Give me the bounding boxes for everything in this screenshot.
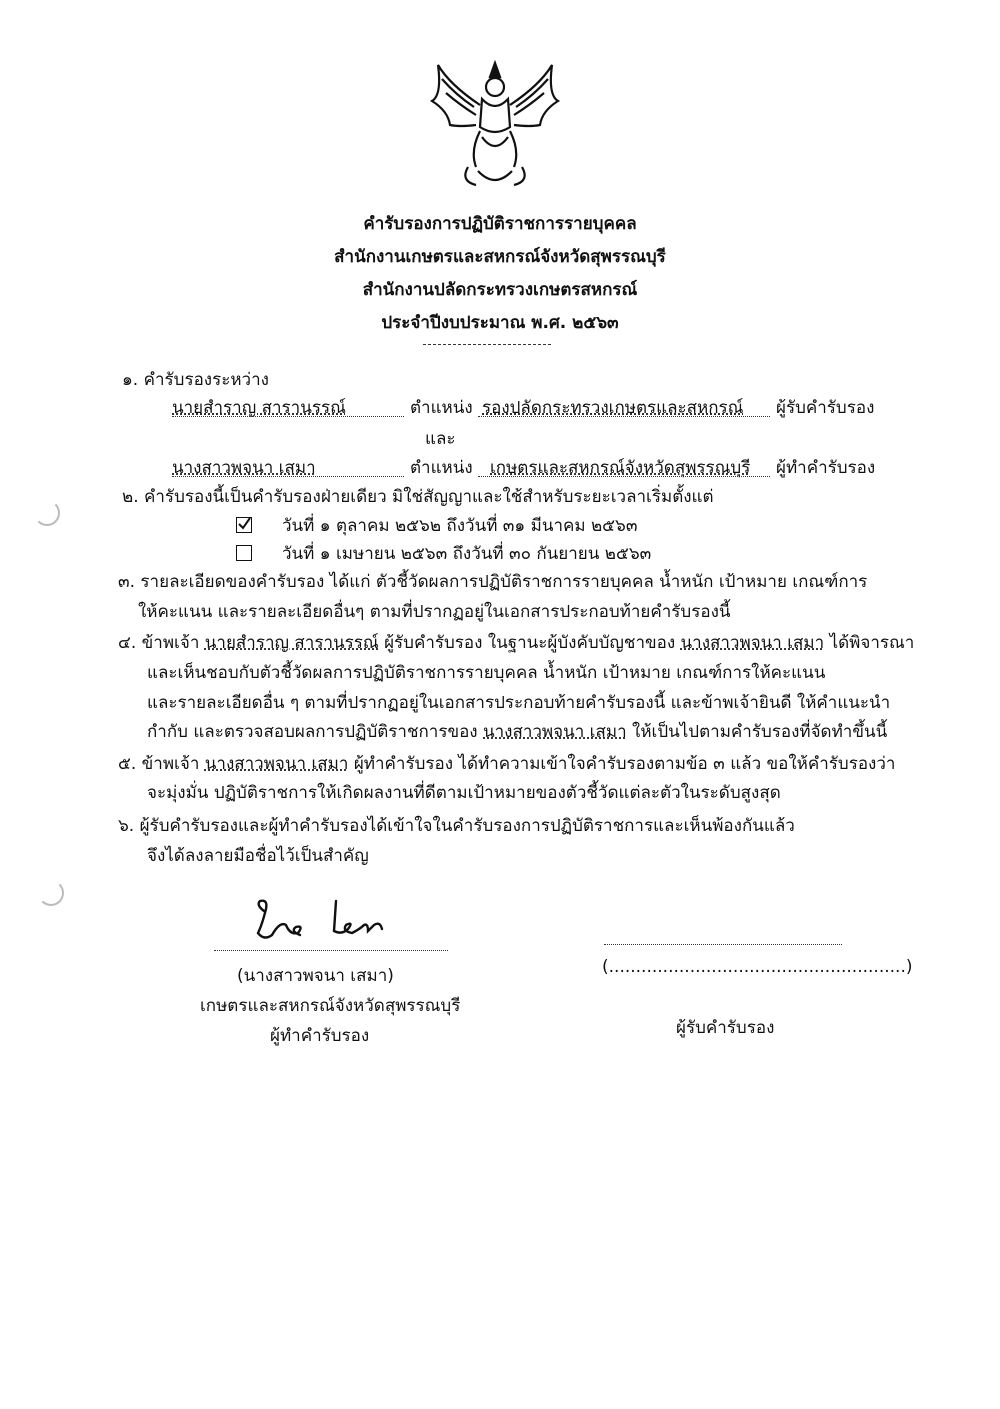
period1-checkbox[interactable]	[236, 517, 252, 533]
right-signer-role: ผู้รับคำรับรอง	[676, 1018, 775, 1038]
s4-l4-suffix: ให้เป็นไปตามคำรับรองที่จัดทำขึ้นนี้	[632, 722, 888, 742]
left-signer-position: เกษตรและสหกรณ์จังหวัดสุพรรณบุรี	[200, 996, 461, 1016]
party1-role: ผู้รับคำรับรอง	[776, 398, 875, 418]
period2-text: วันที่ ๑ เมษายน ๒๕๖๓ ถึงวันที่ ๓๐ กันยายน ๒๕๖๓	[282, 544, 652, 564]
party2-role: ผู้ทำคำรับรอง	[776, 458, 876, 478]
party1-name: นายสำราญ สารานรรณ์	[172, 398, 346, 418]
document-title: คำรับรองการปฏิบัติราชการรายบุคคล	[363, 214, 637, 234]
section5-line1	[118, 753, 895, 775]
and-label: และ	[425, 429, 456, 449]
period1-text: วันที่ ๑ ตุลาคม ๒๕๖๒ ถึงวันที่ ๓๑ มีนาคม ๒๕๖๓	[282, 516, 638, 536]
party1-position-label: ตำแหน่ง	[410, 398, 473, 418]
fiscal-year: ประจำปีงบประมาณ พ.ศ. ๒๕๖๓	[381, 313, 619, 333]
s5-name: นางสาวพจนา เสมา	[204, 754, 349, 774]
s4-prefix: ๔. ข้าพเจ้า	[118, 633, 200, 653]
s5-suffix: ผู้ทำคำรับรอง ได้ทำความเข้าใจคำรับรองตามข้อ ๓ แล้ว ขอให้คำรับรองว่า	[353, 754, 896, 774]
right-signer-name: (.......................................................)	[602, 957, 913, 977]
party2-name: นางสาวพจนา เสมา	[172, 458, 316, 478]
section6-line2: จึงได้ลงลายมือชื่อไว้เป็นสำคัญ	[147, 846, 369, 866]
s4-supervisor-name: นายสำราญ สารานรรณ์	[204, 633, 379, 653]
party2-position: เกษตรและสหกรณ์จังหวัดสุพรรณบุรี	[490, 458, 751, 478]
punch-hole-mark	[38, 880, 64, 906]
period2-checkbox[interactable]	[236, 545, 252, 561]
section4-line1	[118, 632, 914, 654]
s4-middle: ผู้รับคำรับรอง ในฐานะผู้บังคับบัญชาของ	[384, 633, 676, 653]
left-signer-name: (นางสาวพจนา เสมา)	[237, 966, 394, 986]
party1-position: รองปลัดกระทรวงเกษตรและสหกรณ์	[482, 398, 744, 418]
ministry-office: สำนักงานปลัดกระทรวงเกษตรสหกรณ์	[362, 280, 638, 300]
party1-position-line	[478, 416, 770, 417]
party2-position-line	[478, 476, 770, 477]
section1-heading: ๑. คำรับรองระหว่าง	[122, 370, 269, 390]
left-signature-line	[214, 950, 448, 951]
section5-line2: จะมุ่งมั่น ปฏิบัติราชการให้เกิดผลงานที่ดีตามเป้าหมายของตัวชี้วัดแต่ละตัวในระดับสูงสุด	[147, 783, 781, 803]
s4-l4-name: นางสาวพจนา เสมา	[483, 722, 627, 742]
section3-line1: ๓. รายละเอียดของคำรับรอง ได้แก่ ตัวชี้วัดผลการปฏิบัติราชการรายบุคคล น้ำหนัก เป้าหมาย เกณฑ์การ	[118, 572, 868, 592]
handwritten-signature	[250, 895, 400, 947]
party1-name-line	[172, 416, 404, 417]
party2-name-line	[172, 476, 404, 477]
s4-suffix: ได้พิจารณา	[829, 633, 915, 653]
right-signature-line	[604, 944, 842, 945]
party2-position-label: ตำแหน่ง	[410, 458, 473, 478]
checkmark-icon	[236, 516, 252, 532]
section4-line2: และเห็นชอบกับตัวชี้วัดผลการปฏิบัติราชการรายบุคคล น้ำหนัก เป้าหมาย เกณฑ์การให้คะแนน	[147, 663, 826, 683]
punch-hole-mark	[34, 500, 60, 526]
office-name: สำนักงานเกษตรและสหกรณ์จังหวัดสุพรรณบุรี	[334, 247, 666, 267]
s4-l4-prefix: กำกับ และตรวจสอบผลการปฏิบัติราชการของ	[147, 722, 478, 742]
garuda-emblem	[420, 55, 570, 195]
section4-line3: และรายละเอียดอื่น ๆ ตามที่ปรากฏอยู่ในเอกสารประกอบท้ายคำรับรองนี้ และข้าพเจ้ายินดี ให้คำแนะนำ	[147, 693, 891, 713]
section2-text: ๒. คำรับรองนี้เป็นคำรับรองฝ่ายเดียว มิใช่สัญญาและใช้สำหรับระยะเวลาเริ่มตั้งแต่	[122, 487, 714, 507]
section4-line4	[147, 721, 887, 743]
title-divider	[423, 344, 551, 345]
section3-line2: ให้คะแนน และรายละเอียดอื่นๆ ตามที่ปรากฏอยู่ในเอกสารประกอบท้ายคำรับรองนี้	[138, 602, 731, 622]
left-signer-role: ผู้ทำคำรับรอง	[270, 1026, 370, 1046]
s4-subordinate-name: นางสาวพจนา เสมา	[680, 633, 825, 653]
section6-line1: ๖. ผู้รับคำรับรองและผู้ทำคำรับรองได้เข้าใจในคำรับรองการปฏิบัติราชการและเห็นพ้องกันแล้ว	[118, 816, 795, 836]
s5-prefix: ๕. ข้าพเจ้า	[118, 754, 200, 774]
